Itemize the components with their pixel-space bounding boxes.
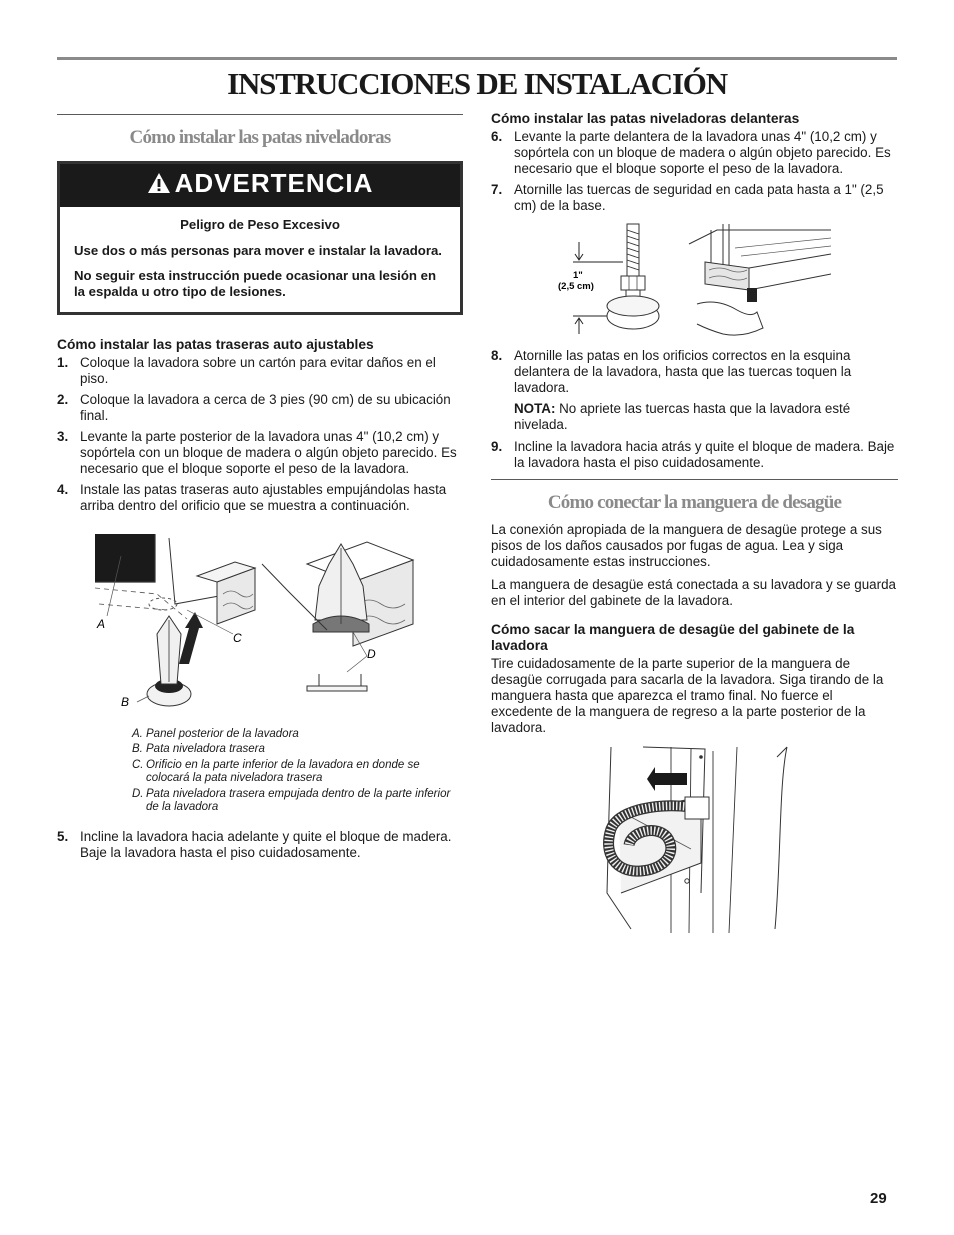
step-number: 3. xyxy=(57,428,69,444)
step-number: 8. xyxy=(491,348,503,363)
step-text: Levante la parte posterior de la lavadora unas 4" (10,2 cm) y sopórtela con un bloque de madera o algún objeto parecido. Es necesario que el bloque soporte el peso de la lavadora. xyxy=(80,428,457,476)
front-legs-steps xyxy=(491,129,898,214)
rear-legs-steps xyxy=(57,355,463,514)
section-rule xyxy=(57,114,463,115)
step-8 xyxy=(491,348,898,396)
step-3 xyxy=(57,429,463,477)
step-5 xyxy=(57,829,463,861)
step-2 xyxy=(57,392,463,424)
warning-label: ADVERTENCIA xyxy=(174,168,374,198)
step-number: 4. xyxy=(57,481,69,497)
section-title-drain-hose: Cómo conectar la manguera de desagüe xyxy=(547,492,842,513)
top-rule xyxy=(57,57,897,60)
caption-text: Pata niveladora trasera empujada dentro de la parte inferior de la lavadora xyxy=(146,787,451,814)
dimension-inch: 1" xyxy=(573,270,583,281)
drain-paragraph-2: La manguera de desagüe está conectada a su lavadora y se guarda en el interior del gabinete de la lavadora. xyxy=(491,577,896,608)
remove-hose-paragraph: Tire cuidadosamente de la parte superior de la manguera de desagüe corrugada para sacarla de la lavadora. Siga tirando de la manguera hasta que aparezca el tramo final. No fuerce el excedente de la manguera de regreso a la parte posterior de la lavadora. xyxy=(491,656,884,735)
page-number: 29 xyxy=(870,1190,887,1207)
caption-text: Pata niveladora trasera xyxy=(146,743,265,756)
rear-legs-final-step xyxy=(57,829,463,861)
drain-paragraph-1: La conexión apropiada de la manguera de desagüe protege a sus pisos de los daños causados por fugas de agua. Lea y siga cuidadosamente estas instrucciones. xyxy=(491,522,882,569)
section-rule xyxy=(491,479,898,480)
warning-triangle-icon xyxy=(147,170,171,201)
warning-banner xyxy=(60,164,460,207)
left-column xyxy=(57,114,463,866)
step-number: 1. xyxy=(57,354,69,370)
caption-d xyxy=(132,788,463,815)
warning-body xyxy=(60,207,460,312)
step-text: Atornille las patas en los orificios correctos en la esquina delantera de la lavadora, hasta que las tuercas toquen la lavadora. xyxy=(514,348,852,395)
dimension-cm: (2,5 cm) xyxy=(558,281,594,292)
right-column xyxy=(491,111,898,933)
step-number: 2. xyxy=(57,391,69,407)
figure-captions xyxy=(132,728,463,815)
warning-box xyxy=(57,161,463,315)
step-1 xyxy=(57,355,463,387)
caption-letter: B. xyxy=(132,743,143,756)
step-4 xyxy=(57,482,463,514)
front-leg-illustration xyxy=(491,220,898,338)
rear-legs-heading: Cómo instalar las patas traseras auto ajustables xyxy=(57,336,374,352)
step-text: Coloque la lavadora a cerca de 3 pies (90 cm) de su ubicación final. xyxy=(80,391,451,423)
figure-label-b: B xyxy=(121,694,130,709)
drain-hose-illustration xyxy=(491,743,898,933)
warning-text-1: Use dos o más personas para mover e instalar la lavadora. xyxy=(74,242,442,258)
step-number: 6. xyxy=(491,129,503,144)
note-label: NOTA: xyxy=(514,401,556,416)
step-text: Instale las patas traseras auto ajustables empujándolas hasta arriba dentro del orificio que se muestra a continuación. xyxy=(80,481,447,513)
figure-label-d: D xyxy=(367,646,376,661)
step-text: Incline la lavadora hacia adelante y quite el bloque de madera. Baje la lavadora hasta el piso cuidadosamente. xyxy=(80,828,452,860)
front-legs-final-step xyxy=(491,439,898,471)
caption-letter: A. xyxy=(132,727,143,740)
front-legs-heading: Cómo instalar las patas niveladoras delanteras xyxy=(491,111,800,126)
step-text: Incline la lavadora hacia atrás y quite el bloque de madera. Baje la lavadora hasta el piso cuidadosamente. xyxy=(514,439,895,470)
remove-hose-heading: Cómo sacar la manguera de desagüe del gabinete de la lavadora xyxy=(491,622,855,653)
step-6 xyxy=(491,129,898,177)
caption-letter: D. xyxy=(132,787,144,800)
step-text: Coloque la lavadora sobre un cartón para evitar daños en el piso. xyxy=(80,354,436,386)
step-number: 5. xyxy=(57,828,69,844)
caption-b xyxy=(132,743,463,757)
note xyxy=(491,401,898,433)
front-legs-steps-cont xyxy=(491,348,898,396)
step-number: 7. xyxy=(491,182,503,197)
step-text: Levante la parte delantera de la lavadora unas 4" (10,2 cm) y sopórtela con un bloque de madera o algún objeto parecido. Es necesario que el bloque soporte el peso de la lavadora. xyxy=(514,129,891,176)
rear-panel-shape xyxy=(95,534,155,582)
caption-text: Panel posterior de la lavadora xyxy=(146,727,299,740)
section-title-leveling-legs: Cómo instalar las patas niveladoras xyxy=(129,127,391,148)
step-7 xyxy=(491,182,898,214)
warning-hazard: Peligro de Peso Excesivo xyxy=(180,216,340,232)
step-number: 9. xyxy=(491,439,503,454)
note-text: No apriete las tuercas hasta que la lavadora esté nivelada. xyxy=(514,401,851,432)
step-text: Atornille las tuercas de seguridad en cada pata hasta a 1" (2,5 cm) de la base. xyxy=(514,182,884,213)
caption-text: Orificio en la parte inferior de la lavadora en donde se colocará la pata niveladora trasera xyxy=(146,758,420,785)
page-title: INSTRUCCIONES DE INSTALACIÓN xyxy=(227,66,727,101)
figure-label-a: A xyxy=(97,616,106,631)
warning-text-2: No seguir esta instrucción puede ocasionar una lesión en la espalda u otro tipo de lesiones. xyxy=(74,267,437,299)
step-9 xyxy=(491,439,898,471)
caption-a xyxy=(132,728,463,742)
rear-leg-illustration xyxy=(57,524,463,724)
figure-label-c: C xyxy=(233,630,242,645)
caption-c xyxy=(132,759,463,786)
caption-letter: C. xyxy=(132,758,144,771)
